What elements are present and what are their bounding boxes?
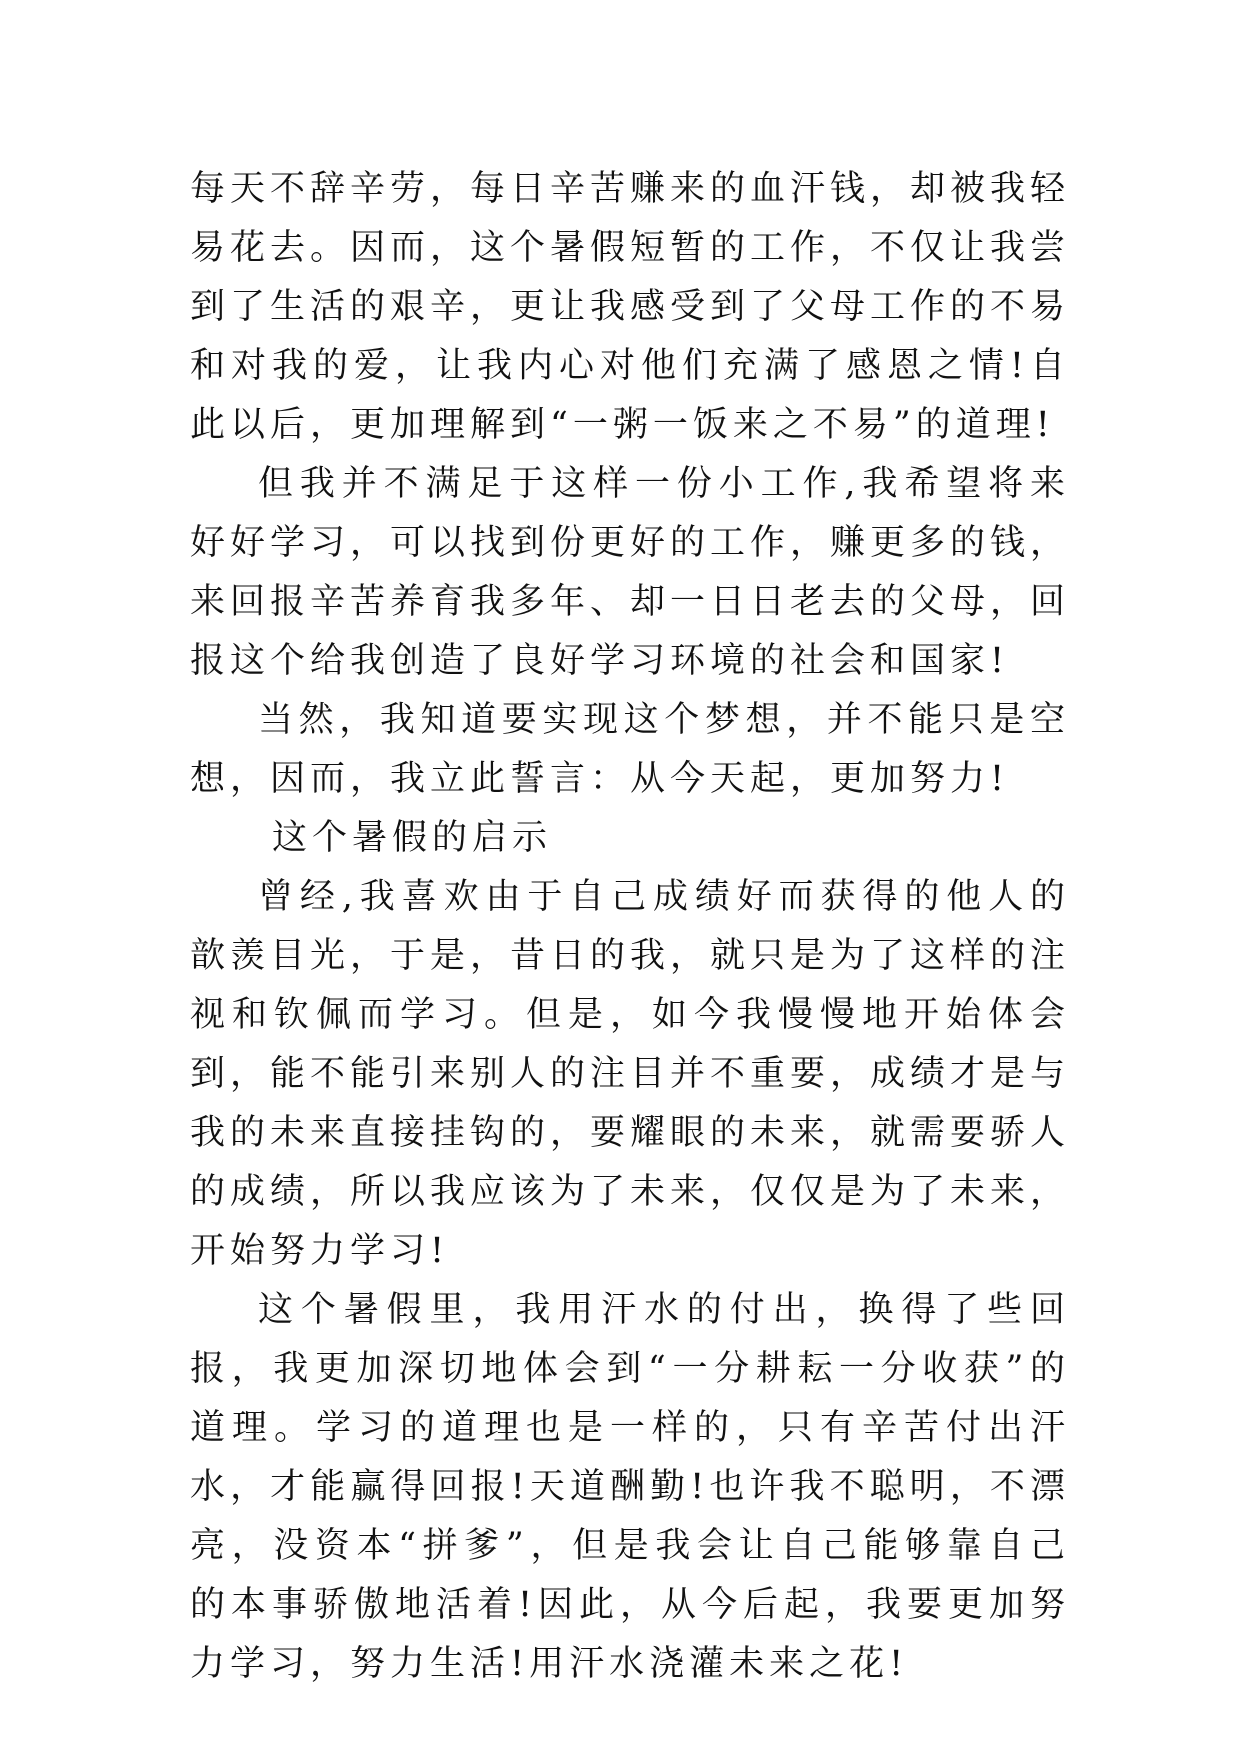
paragraph-aspiration: 但我并不满足于这样一份小工作,我希望将来好好学习，可以找到份更好的工作，赚更多的钱，来回报辛苦养育我多年、却一日日老去的父母，回报这个给我创造了良好学习环境的社会和国家! — [190, 464, 1071, 681]
paragraph-continuation: 每天不辞辛劳，每日辛苦赚来的血汗钱，却被我轻易花去。因而，这个暑假短暂的工作，不仅让我尝到了生活的艰辛，更让我感受到了父母工作的不易和对我的爱，让我内心对他们充满了感恩之情!自此以后，更加理解到“一粥一饭来之不易”的道理! — [190, 169, 1071, 445]
paragraph-oath: 当然，我知道要实现这个梦想，并不能只是空想，因而，我立此誓言：从今天起，更加努力! — [190, 700, 1070, 799]
section-heading: 这个暑假的启示 — [272, 818, 553, 858]
paragraph-past-motivation: 曾经,我喜欢由于自己成绩好而获得的他人的歆羡目光，于是，昔日的我，就只是为了这样的注视和钦佩而学习。但是，如今我慢慢地开始体会到，能不能引来别人的注目并不重要，成绩才是与我的未来直接挂钩的，要耀眼的未来，就需要骄人的成绩，所以我应该为了未来，仅仅是为了未来，开始努力学习! — [190, 877, 1071, 1271]
document-body — [190, 160, 1070, 1694]
paragraph-summer-lesson: 这个暑假里，我用汗水的付出，换得了些回报，我更加深切地体会到“一分耕耘一分收获”的道理。学习的道理也是一样的，只有辛苦付出汗水，才能赢得回报!天道酬勤!也许我不聪明，不漂亮，没资本“拼爹”，但是我会让自己能够靠自己的本事骄傲地活着!因此，从今后起，我要更加努力学习，努力生活!用汗水浇灌未来之花! — [190, 1290, 1070, 1684]
